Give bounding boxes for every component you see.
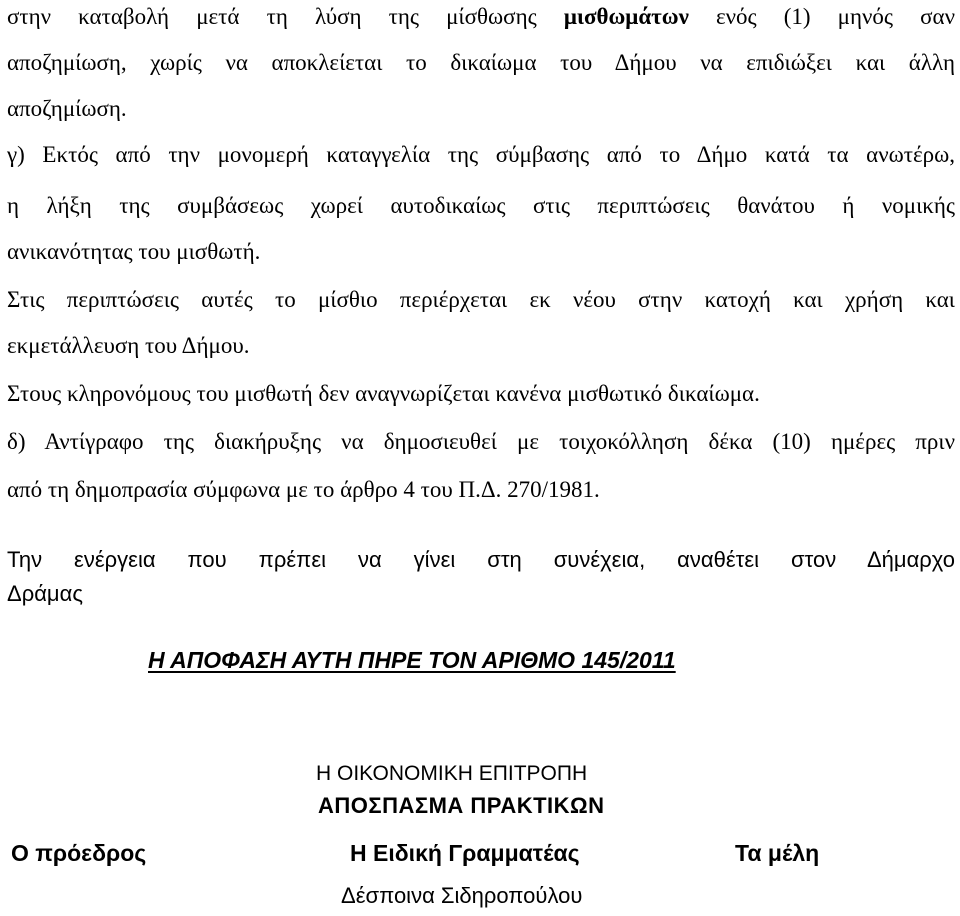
extract-title: ΑΠΟΣΠΑΣΜΑ ΠΡΑΚΤΙΚΩΝ: [318, 793, 605, 818]
body-line-3: αποζημίωση.: [7, 96, 127, 121]
body-line-5: η λήξη της συμβάσεως χωρεί αυτοδικαίως στις περιπτώσεις θανάτου ή νομικής: [7, 193, 955, 218]
body-line-6: ανικανότητας του μισθωτή.: [7, 239, 261, 264]
body-line-2: αποζημίωση, χωρίς να αποκλείεται το δικαίωμα του Δήμου να επιδιώξει και άλλη: [7, 50, 955, 75]
signature-secretary: Η Ειδική Γραμματέας: [350, 840, 580, 866]
body-line-8: εκμετάλλευση του Δήμου.: [7, 333, 250, 358]
secretary-name: Δέσποινα Σιδηροπούλου: [341, 883, 583, 908]
committee-title: Η ΟΙΚΟΝΟΜΙΚΗ ΕΠΙΤΡΟΠΗ: [316, 762, 588, 785]
mandate-line-2: Δράμας: [7, 581, 83, 606]
body-line-1-text-end: ενός (1) μηνός σαν: [688, 4, 955, 29]
body-line-1-bold: μισθωμάτων: [563, 4, 689, 29]
body-line-10: δ) Αντίγραφο της διακήρυξης να δημοσιευθεί με τοιχοκόλληση δέκα (10) ημέρες πριν: [7, 429, 955, 454]
signature-members: Τα μέλη: [735, 840, 820, 866]
body-line-7: Στις περιπτώσεις αυτές το μίσθιο περιέρχεται εκ νέου στην κατοχή και χρήση και: [7, 287, 955, 312]
body-line-1-text: στην καταβολή μετά τη λύση της μίσθωσης: [7, 4, 564, 29]
body-line-1: [7, 3, 955, 31]
body-line-4: γ) Εκτός από την μονομερή καταγγελία της σύμβασης από το Δήμο κατά τα ανωτέρω,: [7, 142, 955, 167]
mandate-line-1: Την ενέργεια που πρέπει να γίνει στη συνέχεια, αναθέτει στον Δήμαρχο: [7, 547, 955, 572]
body-line-11: από τη δημοπρασία σύμφωνα με το άρθρο 4 του Π.Δ. 270/1981.: [7, 477, 600, 502]
body-line-9: Στους κληρονόμους του μισθωτή δεν αναγνωρίζεται κανένα μισθωτικό δικαίωμα.: [7, 381, 760, 406]
decision-heading: Η ΑΠΟΦΑΣΗ ΑΥΤΗ ΠΗΡΕ ΤΟΝ ΑΡΙΘΜΟ 145/2011: [148, 647, 676, 673]
signature-president: Ο πρόεδρος: [11, 840, 147, 866]
